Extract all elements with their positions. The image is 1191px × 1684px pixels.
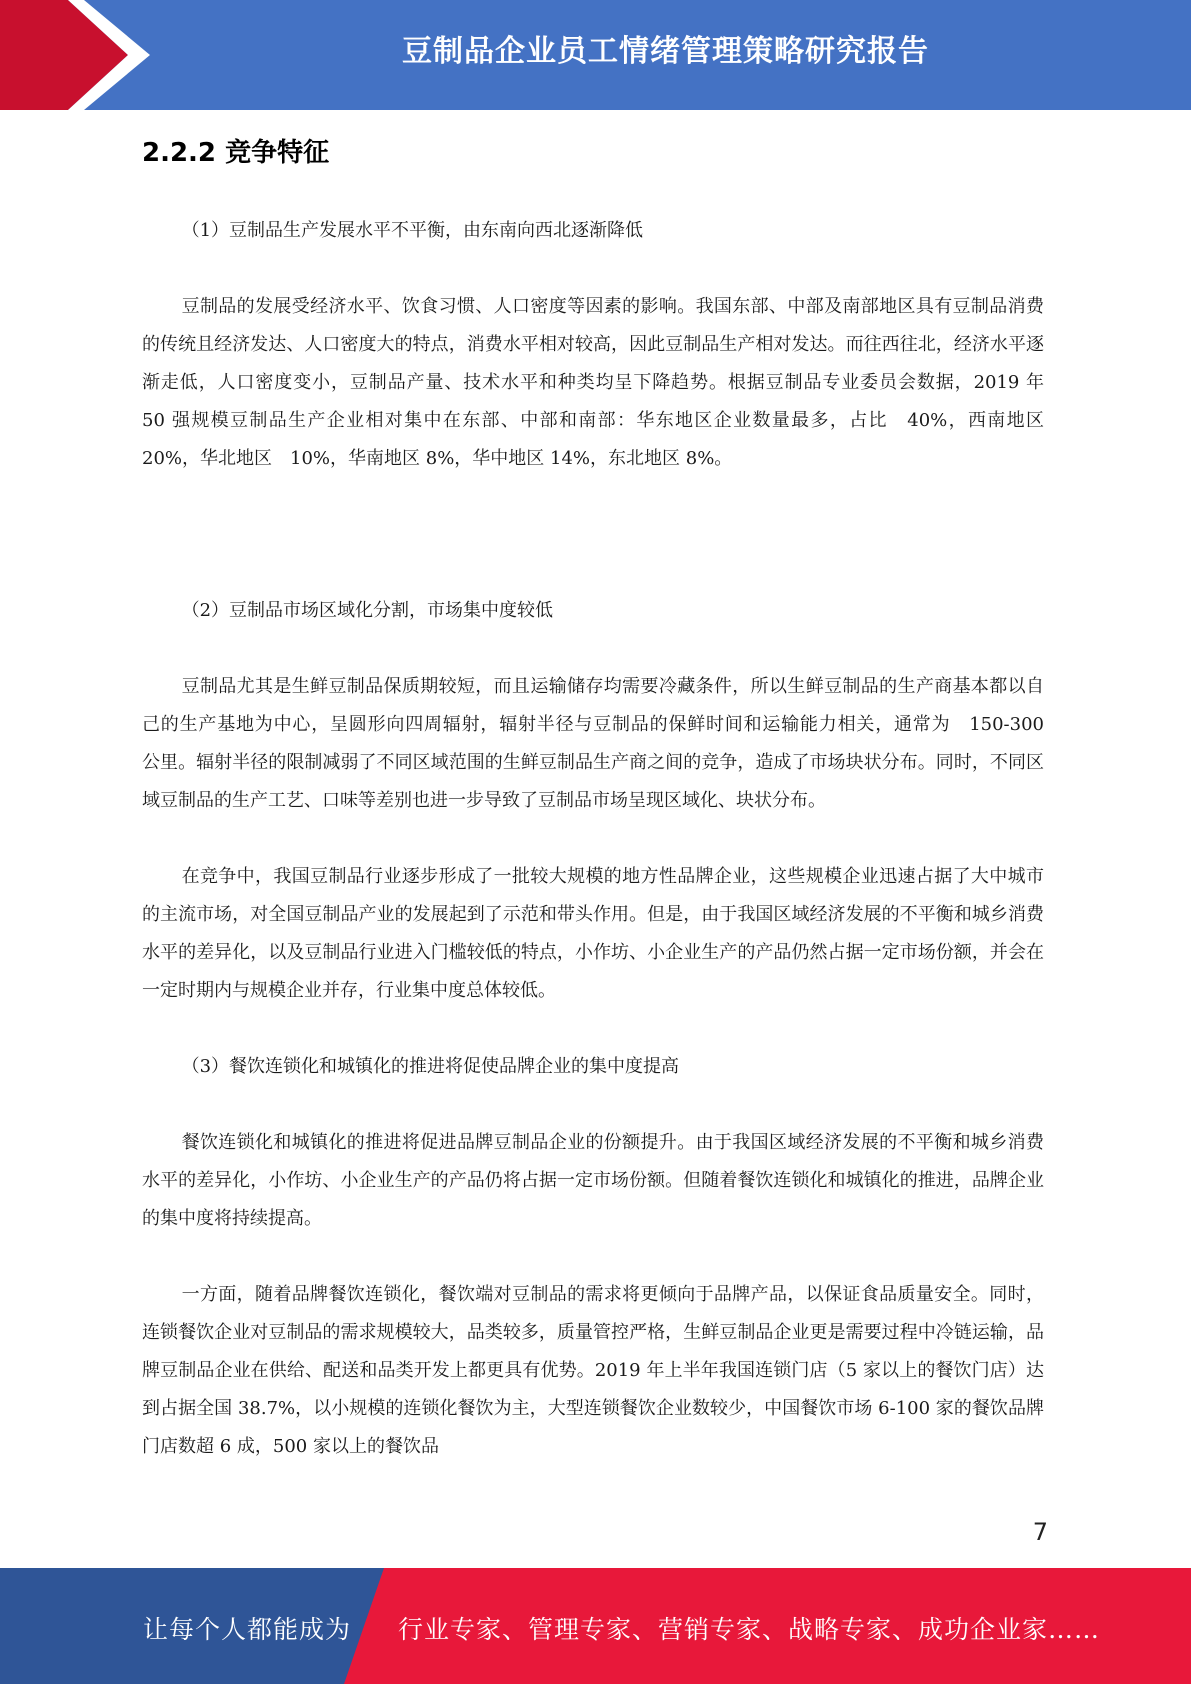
footer-slogan-left: 让每个人都能成为 bbox=[143, 1615, 352, 1644]
page-header bbox=[0, 0, 1191, 110]
subheading-3: （3）餐饮连锁化和城镇化的推进将促使品牌企业的集中度提高 bbox=[181, 1056, 680, 1077]
section-heading: 2.2.2 竞争特征 bbox=[142, 138, 330, 168]
paragraph-5: 一方面，随着品牌餐饮连锁化，餐饮端对豆制品的需求将更倾向于品牌产品，以保证食品质量安全。同时，连锁餐饮企业对豆制品的需求规模较大，品类较多，质量管控严格，生鲜豆制品企业更是需要过程中冷链运输，品牌豆制品企业在供给、配送和品类开发上都更具有优势。2019 年上半年我国连锁门店（5 家以上的餐饮门店）达到占据全国 38.7%，以小规模的连锁化餐饮为主，大型连锁餐饮企业数较少，中国餐饮市场 6-100 家的餐饮品牌门店数超 6 成，500 家以上的餐饮品 bbox=[142, 1284, 1044, 1457]
paragraph-3: 在竞争中，我国豆制品行业逐步形成了一批较大规模的地方性品牌企业，这些规模企业迅速占据了大中城市的主流市场，对全国豆制品产业的发展起到了示范和带头作用。但是，由于我国区域经济发展的不平衡和城乡消费水平的差异化，以及豆制品行业进入门槛较低的特点，小作坊、小企业生产的产品仍然占据一定市场份额，并会在一定时期内与规模企业并存，行业集中度总体较低。 bbox=[142, 866, 1044, 1001]
paragraph-2: 豆制品尤其是生鲜豆制品保质期较短，而且运输储存均需要冷藏条件，所以生鲜豆制品的生产商基本都以自己的生产基地为中心，呈圆形向四周辐射，辐射半径与豆制品的保鲜时间和运输能力相关，通常为 150-300 公里。辐射半径的限制减弱了不同区域范围的生鲜豆制品生产商之间的竞争，造成了市场块状分布。同时，不同区域豆制品的生产工艺、口味等差别也进一步导致了豆制品市场呈现区域化、块状分布。 bbox=[142, 676, 1062, 811]
paragraph-1: 豆制品的发展受经济水平、饮食习惯、人口密度等因素的影响。我国东部、中部及南部地区具有豆制品消费的传统且经济发达、人口密度大的特点，消费水平相对较高，因此豆制品生产相对发达。而往西往北，经济水平逐渐走低，人口密度变小，豆制品产量、技术水平和种类均呈下降趋势。根据豆制品专业委员会数据，2019 年 50 强规模豆制品生产企业相对集中在东部、中部和南部：华东地区企业数量最多，占比 40%，西南地区 20%，华北地区 10%，华南地区 8%，华中地区 14%，东北地区 8%。 bbox=[142, 296, 1062, 469]
page-footer bbox=[0, 1568, 1191, 1684]
subheading-2: （2）豆制品市场区域化分割，市场集中度较低 bbox=[181, 600, 554, 621]
paragraph-4: 餐饮连锁化和城镇化的推进将促进品牌豆制品企业的份额提升。由于我国区域经济发展的不平衡和城乡消费水平的差异化，小作坊、小企业生产的产品仍将占据一定市场份额。但随着餐饮连锁化和城镇化的推进，品牌企业的集中度将持续提高。 bbox=[142, 1132, 1044, 1229]
subheading-1: （1）豆制品生产发展水平不平衡，由东南向西北逐渐降低 bbox=[181, 220, 644, 241]
report-body bbox=[142, 212, 1062, 1466]
header-title: 豆制品企业员工情绪管理策略研究报告 bbox=[402, 34, 929, 69]
footer-slogan-right: 行业专家、管理专家、营销专家、战略专家、成功企业家…… bbox=[398, 1615, 1101, 1644]
page-number: 7 bbox=[1032, 1518, 1048, 1546]
